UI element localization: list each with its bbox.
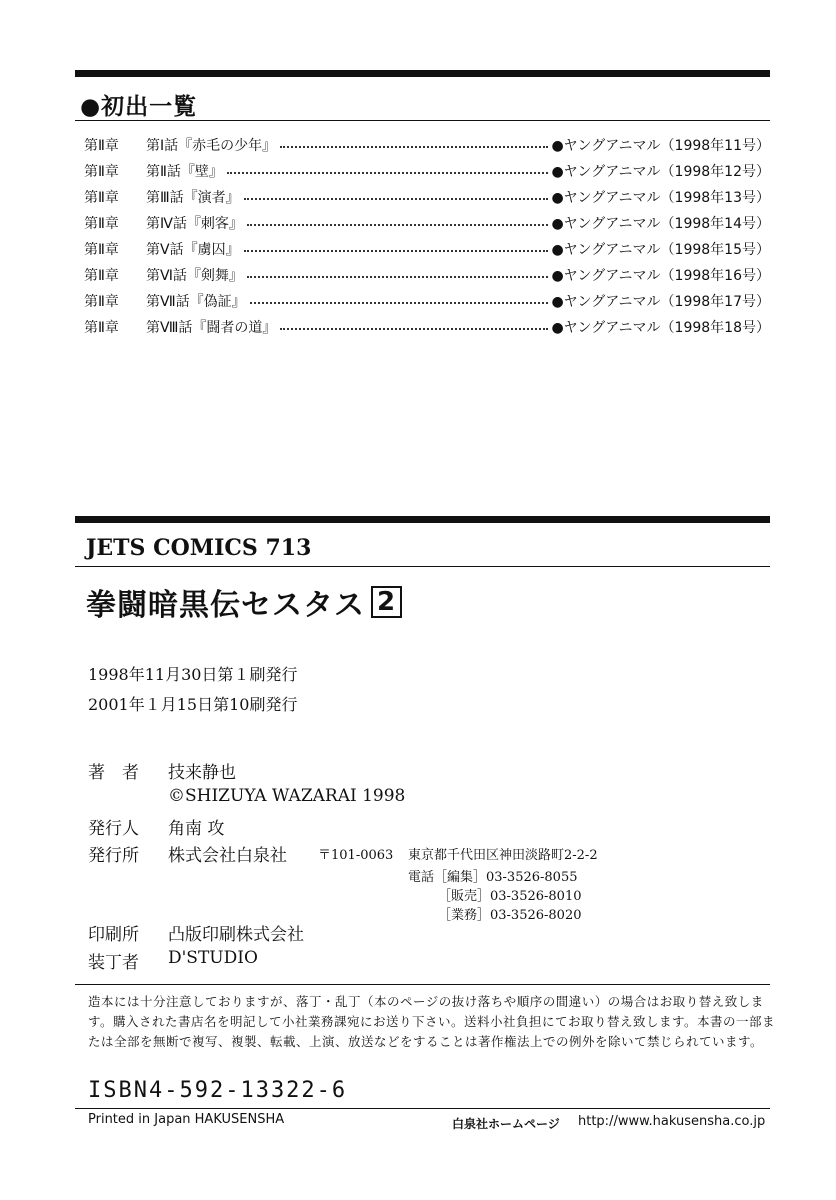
series-label: JETS COMICS 713: [86, 535, 312, 561]
toc-episode-title: 第Ⅴ話『虜囚』: [146, 242, 240, 258]
toc-row: [84, 236, 770, 262]
toc-dot-leader: [244, 250, 549, 252]
book-title-text: 拳闘暗黒伝セスタス: [86, 588, 365, 623]
author-label: 著 者: [88, 763, 139, 783]
toc-episode-title: 第Ⅲ話『演者』: [146, 190, 240, 206]
toc-dot-leader: [250, 302, 549, 304]
toc-dot-leader: [244, 198, 549, 200]
toc-episode-title: 第Ⅵ話『剣舞』: [146, 268, 243, 284]
toc-row: [84, 288, 770, 314]
book-title: [86, 580, 402, 624]
toc-row: [84, 184, 770, 210]
toc-magazine-issue: ●ヤングアニマル（1998年18号）: [551, 320, 770, 336]
top-thick-rule: [75, 70, 770, 77]
toc-magazine-issue: ●ヤングアニマル（1998年15号）: [551, 242, 770, 258]
toc-magazine-issue: ●ヤングアニマル（1998年17号）: [551, 294, 770, 310]
toc-row: [84, 314, 770, 340]
publisher-name: 株式会社白泉社: [168, 846, 287, 866]
publisher-address: 東京都千代田区神田淡路町2-2-2: [408, 848, 598, 863]
toc-magazine-issue: ●ヤングアニマル（1998年16号）: [551, 268, 770, 284]
footer-rule: [75, 984, 770, 985]
printed-in: Printed in Japan HAKUSENSHA: [88, 1112, 285, 1127]
isbn: ISBN4-592-13322-6: [88, 1078, 348, 1103]
design-label: 装丁者: [88, 953, 139, 973]
toc-magazine-issue: ●ヤングアニマル（1998年12号）: [551, 164, 770, 180]
postal-code: 〒101-0063: [318, 848, 394, 863]
phone-operations: ［業務］03-3526-8020: [438, 908, 582, 923]
homepage-url[interactable]: http://www.hakusensha.co.jp: [578, 1114, 766, 1129]
toc-row: [84, 262, 770, 288]
toc-heading: ●初出一覧: [80, 94, 198, 120]
copyright-line: ©SHIZUYA WAZARAI 1998: [168, 786, 406, 806]
printer-label: 印刷所: [88, 925, 139, 945]
toc-episode-title: 第Ⅶ話『偽証』: [146, 294, 246, 310]
toc-chapter: 第Ⅱ章: [84, 320, 119, 336]
series-rule: [75, 566, 770, 567]
author-name: 技来静也: [168, 763, 236, 783]
toc-chapter: 第Ⅱ章: [84, 164, 119, 180]
toc-row: [84, 158, 770, 184]
latest-print-date: 2001年１月15日第10刷発行: [88, 695, 298, 714]
publisher-person-label: 発行人: [88, 819, 139, 839]
toc-chapter: 第Ⅱ章: [84, 216, 119, 232]
toc-magazine-issue: ●ヤングアニマル（1998年11号）: [551, 138, 770, 154]
publisher-label: 発行所: [88, 846, 139, 866]
toc-dot-leader: [280, 328, 548, 330]
colophon-thick-rule: [75, 516, 770, 523]
toc-chapter: 第Ⅱ章: [84, 190, 119, 206]
volume-number: 2: [371, 586, 402, 618]
toc-dot-leader: [227, 172, 549, 174]
toc-magazine-issue: ●ヤングアニマル（1998年14号）: [551, 216, 770, 232]
toc-chapter: 第Ⅱ章: [84, 294, 119, 310]
toc-episode-title: 第Ⅰ話『赤毛の少年』: [146, 138, 277, 154]
toc-heading-rule: [75, 120, 770, 121]
toc-chapter: 第Ⅱ章: [84, 138, 119, 154]
toc-dot-leader: [247, 276, 549, 278]
toc-row: [84, 132, 770, 158]
isbn-rule: [75, 1108, 770, 1109]
phone-sales: ［販売］03-3526-8010: [438, 889, 582, 904]
first-print-date: 1998年11月30日第１刷発行: [88, 665, 298, 684]
phone-editorial: 電話［編集］03-3526-8055: [408, 870, 578, 885]
toc-episode-title: 第Ⅱ話『壁』: [146, 164, 223, 180]
legal-notice: 造本には十分注意しておりますが、落丁・乱丁（本のページの抜け落ちや順序の間違い）の場合はお取り替え致します。購入された書店名を明記して小社業務課宛にお送り下さい。送料小社負担にてお取り替え致します。本書の一部または全部を無断で複写、複製、転載、上演、放送などをすることは著作権法上での例外を除いて禁じられています。: [88, 994, 776, 1049]
toc-chapter: 第Ⅱ章: [84, 242, 119, 258]
toc-dot-leader: [280, 146, 548, 148]
toc-chapter: 第Ⅱ章: [84, 268, 119, 284]
toc-row: [84, 210, 770, 236]
homepage-label: 白泉社ホームページ: [452, 1117, 560, 1131]
toc-dot-leader: [247, 224, 549, 226]
publisher-person: 角南 攻: [168, 819, 225, 839]
toc-episode-title: 第Ⅳ話『刺客』: [146, 216, 243, 232]
printer-name: 凸版印刷株式会社: [168, 925, 304, 945]
toc-episode-title: 第Ⅷ話『闘者の道』: [146, 320, 277, 336]
toc-magazine-issue: ●ヤングアニマル（1998年13号）: [551, 190, 770, 206]
design-studio: D'STUDIO: [168, 948, 258, 968]
